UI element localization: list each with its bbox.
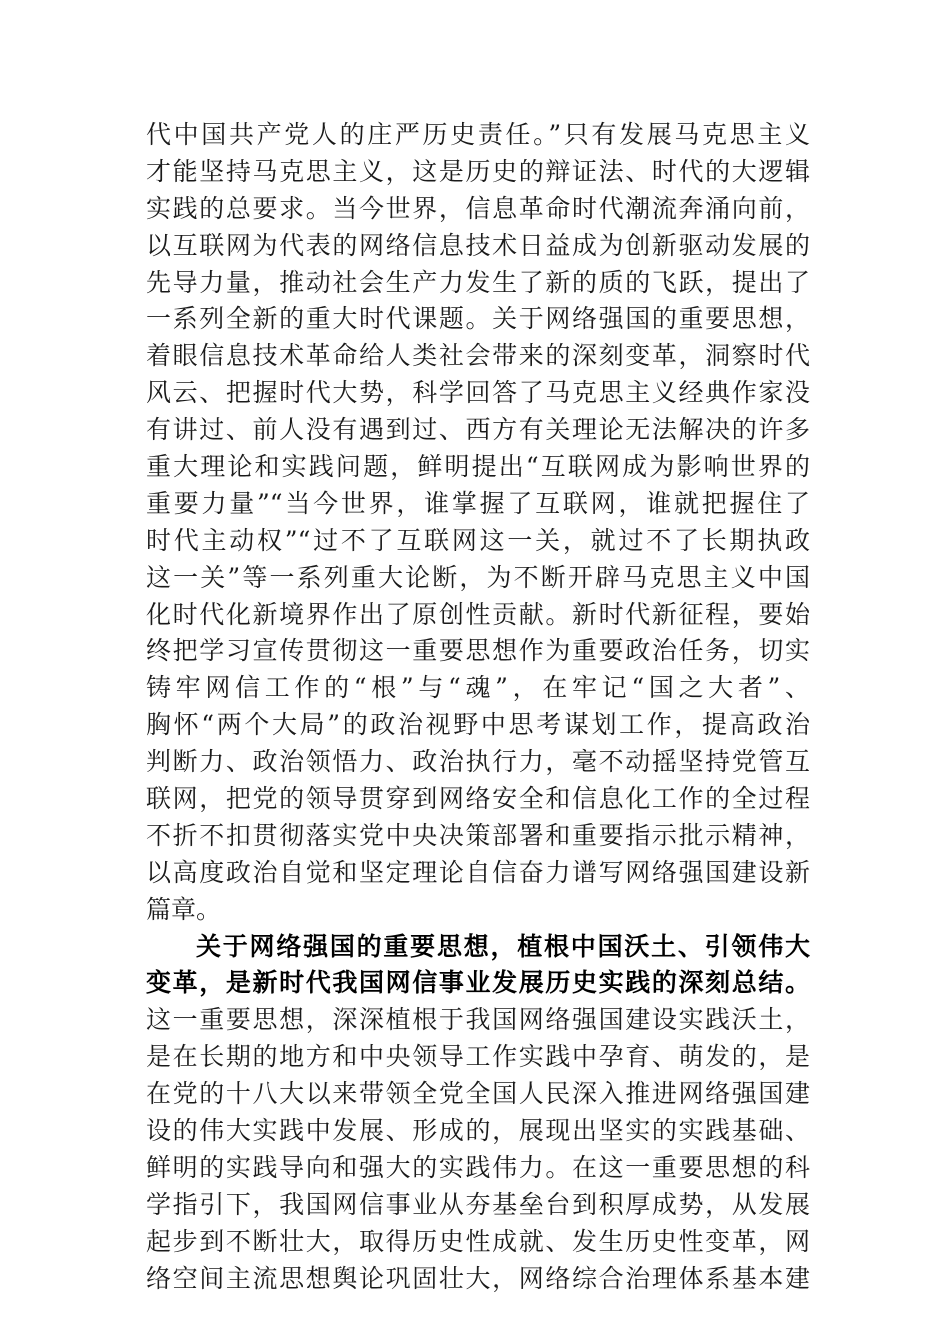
text-line: 重要力量”“当今世界，谁掌握了互联网，谁就把握住了 <box>146 488 810 518</box>
text-line: 有讲过、前人没有遇到过、西方有关理论无法解决的许多 <box>146 415 810 445</box>
text-line: 篇章。 <box>146 894 222 924</box>
text-line: 鲜明的实践导向和强大的实践伟力。在这一重要思想的科 <box>146 1152 810 1182</box>
paragraph-heading-line: 关于网络强国的重要思想，植根中国沃土、引领伟大 <box>196 931 810 961</box>
text-line: 联网，把党的领导贯穿到网络安全和信息化工作的全过程 <box>146 784 810 814</box>
body-text <box>146 117 810 1298</box>
text-line: 才能坚持马克思主义，这是历史的辩证法、时代的大逻辑 <box>146 156 810 186</box>
text-line: 先导力量，推动社会生产力发生了新的质的飞跃，提出了 <box>146 267 810 297</box>
text-line: 胸怀“两个大局”的政治视野中思考谋划工作，提高政治 <box>146 710 810 740</box>
text-line: 着眼信息技术革命给人类社会带来的深刻变革，洞察时代 <box>146 341 810 371</box>
text-line: 以高度政治自觉和坚定理论自信奋力谱写网络强国建设新 <box>146 857 810 887</box>
text-line: 化时代化新境界作出了原创性贡献。新时代新征程，要始 <box>146 599 810 629</box>
paragraph-2 <box>146 929 810 1298</box>
text-line: 实践的总要求。当今世界，信息革命时代潮流奔涌向前， <box>146 193 810 223</box>
text-line: 络空间主流思想舆论巩固壮大，网络综合治理体系基本建 <box>146 1263 810 1293</box>
text-line: 在党的十八大以来带领全党全国人民深入推进网络强国建 <box>146 1079 810 1109</box>
text-line: 是在长期的地方和中央领导工作实践中孕育、萌发的，是 <box>146 1042 810 1072</box>
text-line: 风云、把握时代大势，科学回答了马克思主义经典作家没 <box>146 378 810 408</box>
text-line: 重大理论和实践问题，鲜明提出“互联网成为影响世界的 <box>146 452 810 482</box>
text-line: 这一重要思想，深深植根于我国网络强国建设实践沃土， <box>146 1005 810 1035</box>
text-line: 一系列全新的重大时代课题。关于网络强国的重要思想， <box>146 304 810 334</box>
text-line: 不折不扣贯彻落实党中央决策部署和重要指示批示精神， <box>146 820 810 850</box>
text-line: 代中国共产党人的庄严历史责任。”只有发展马克思主义 <box>146 120 810 149</box>
text-line: 设的伟大实践中发展、形成的，展现出坚实的实践基础、 <box>146 1116 810 1146</box>
text-line: 这一关”等一系列重大论断，为不断开辟马克思主义中国 <box>146 562 810 592</box>
text-line: 学指引下，我国网信事业从夯基垒台到积厚成势，从发展 <box>146 1189 810 1219</box>
text-line: 终把学习宣传贯彻这一重要思想作为重要政治任务，切实 <box>146 636 810 666</box>
text-line: 铸牢网信工作的“根”与“魂”，在牢记“国之大者”、 <box>146 673 810 703</box>
text-line: 时代主动权”“过不了互联网这一关，就过不了长期执政 <box>146 525 810 555</box>
text-line: 判断力、政治领悟力、政治执行力，毫不动摇坚持党管互 <box>146 747 810 777</box>
paragraph-1 <box>146 117 810 929</box>
text-line: 以互联网为代表的网络信息技术日益成为创新驱动发展的 <box>146 230 810 260</box>
text-line: 起步到不断壮大，取得历史性成就、发生历史性变革，网 <box>146 1226 810 1256</box>
paragraph-heading-line: 变革，是新时代我国网信事业发展历史实践的深刻总结。 <box>146 968 810 998</box>
